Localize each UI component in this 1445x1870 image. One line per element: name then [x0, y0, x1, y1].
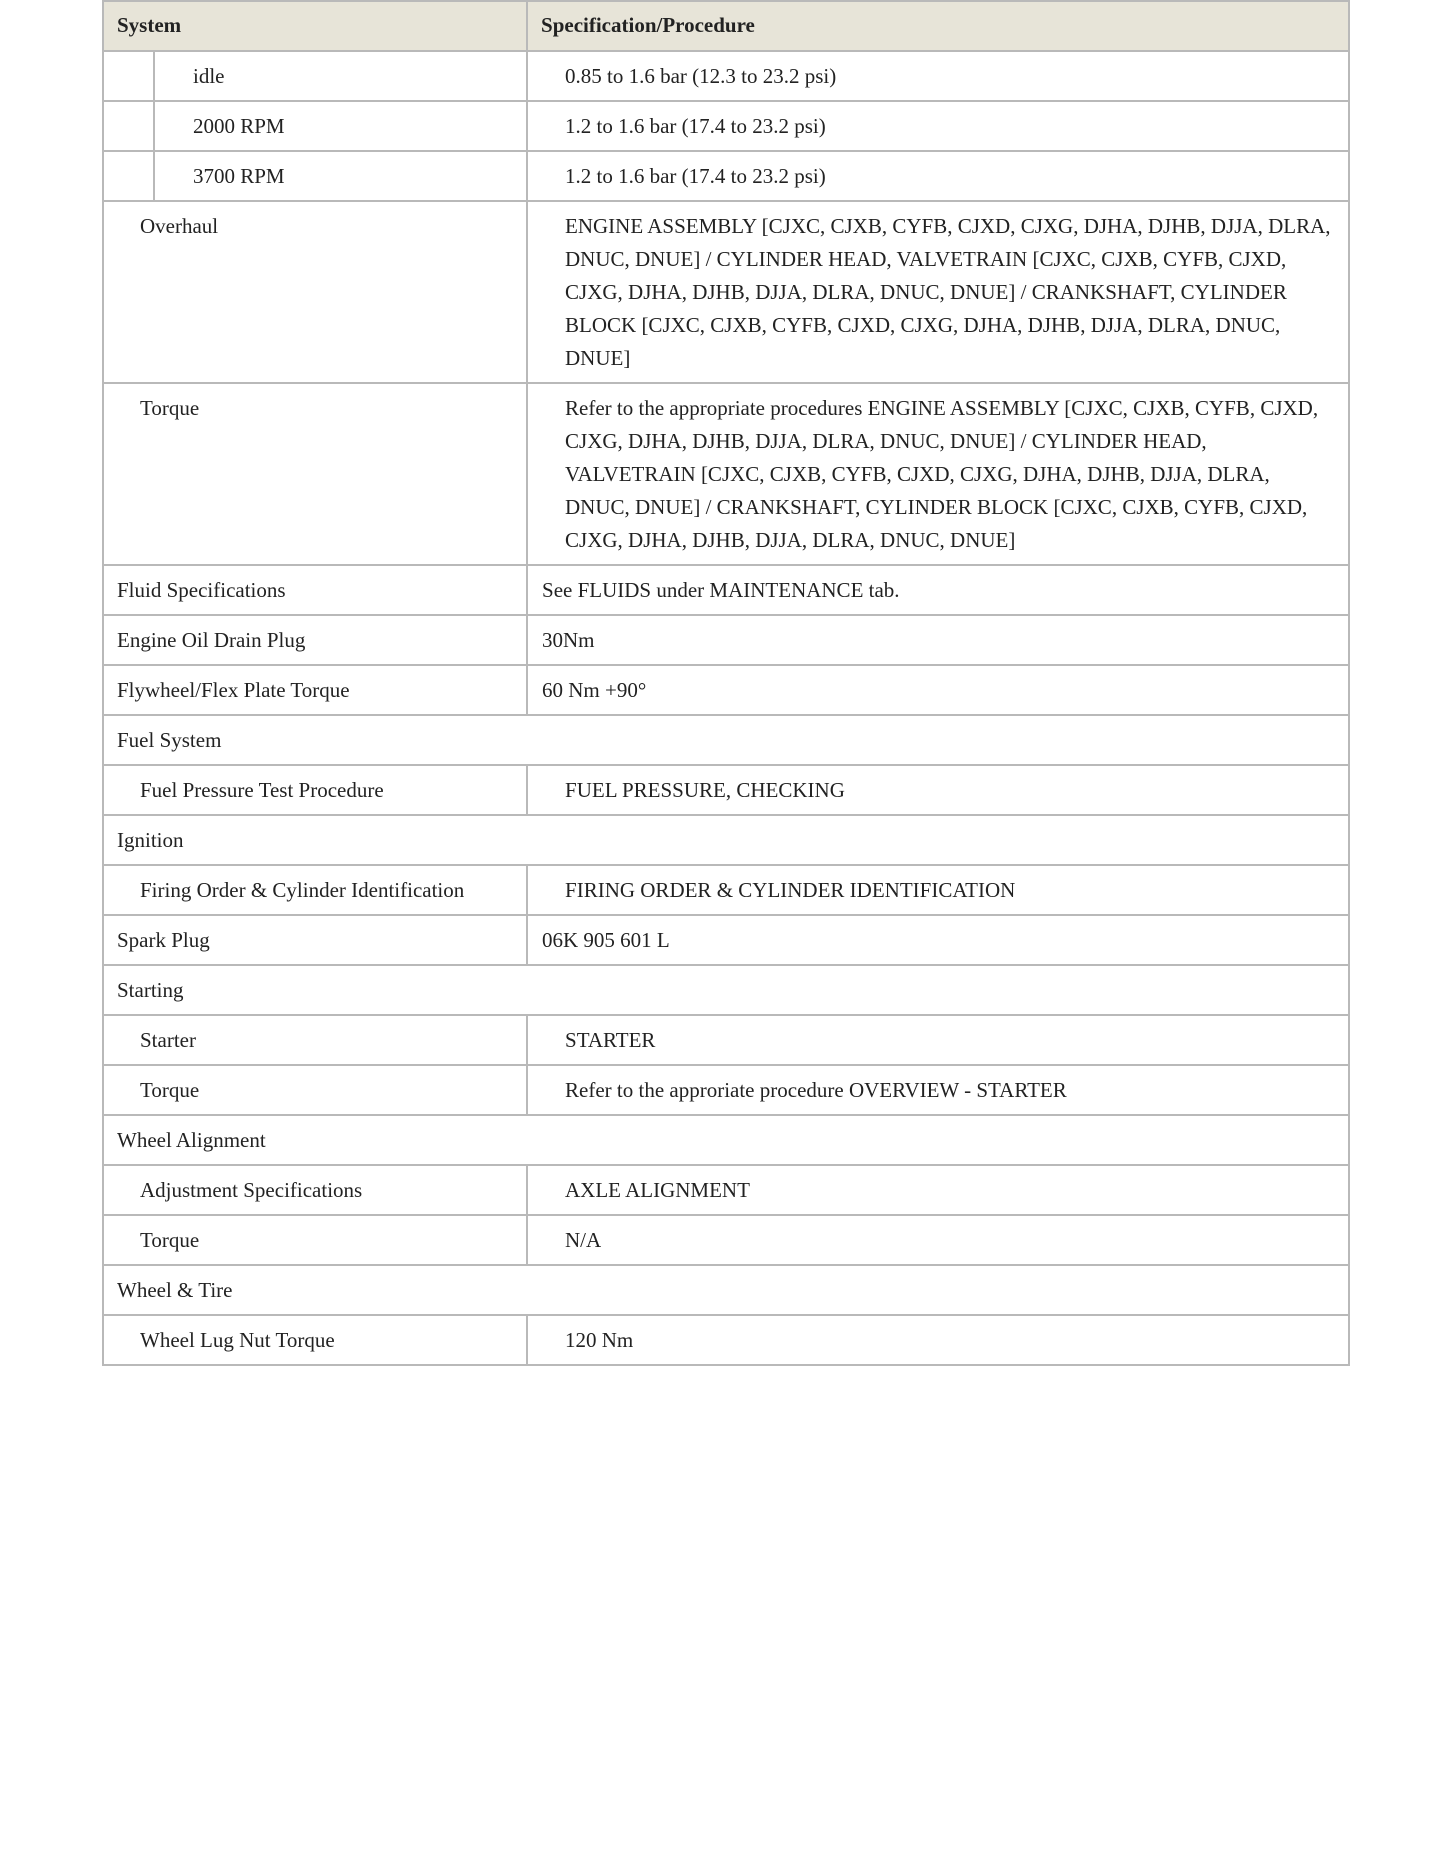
row-value-firing-order: FIRING ORDER & CYLINDER IDENTIFICATION — [527, 865, 1349, 915]
row-value-alignment-torque: N/A — [527, 1215, 1349, 1265]
table-row-spark-plug — [103, 915, 1349, 965]
row-label-idle: idle — [154, 51, 527, 101]
header-system: System — [103, 1, 527, 51]
table-row-3700-rpm — [103, 151, 1349, 201]
table-row-oil-drain-plug — [103, 615, 1349, 665]
table-row-alignment-torque — [103, 1215, 1349, 1265]
table-row-engine-torque — [103, 383, 1349, 565]
row-label-firing-order: Firing Order & Cylinder Identification — [103, 865, 527, 915]
section-row-starting — [103, 965, 1349, 1015]
row-label-starter-torque: Torque — [103, 1065, 527, 1115]
row-label-fuel-pressure-test: Fuel Pressure Test Procedure — [103, 765, 527, 815]
row-label-adjustment-specifications: Adjustment Specifications — [103, 1165, 527, 1215]
row-value-overhaul: ENGINE ASSEMBLY [CJXC, CJXB, CYFB, CJXD, CJXG, DJHA, DJHB, DJJA, DLRA, DNUC, DNUE] / CYLINDER HEAD, VALVETRAIN [CJXC, CJXB, CYFB, CJXD, CJXG, DJHA, DJHB, DJJA, DLRA, DNUC, DNUE] / CRANKSHAFT, CYLINDER BLOCK [CJXC, CJXB, CYFB, CJXD, CJXG, DJHA, DJHB, DJJA, DLRA, DNUC, DNUE] — [527, 201, 1349, 383]
header-specification: Specification/Procedure — [527, 1, 1349, 51]
table-row-starter — [103, 1015, 1349, 1065]
table-row-fuel-pressure-test — [103, 765, 1349, 815]
row-value-flywheel-torque: 60 Nm +90° — [527, 665, 1349, 715]
row-value-idle: 0.85 to 1.6 bar (12.3 to 23.2 psi) — [527, 51, 1349, 101]
row-value-oil-drain-plug: 30Nm — [527, 615, 1349, 665]
table-row-2000-rpm — [103, 101, 1349, 151]
section-label-fuel-system: Fuel System — [103, 715, 1349, 765]
table-row-adjustment-specifications — [103, 1165, 1349, 1215]
section-label-ignition: Ignition — [103, 815, 1349, 865]
section-label-starting: Starting — [103, 965, 1349, 1015]
row-value-fluid-specifications: See FLUIDS under MAINTENANCE tab. — [527, 565, 1349, 615]
indent-cell — [103, 51, 154, 101]
row-label-alignment-torque: Torque — [103, 1215, 527, 1265]
table-row-firing-order — [103, 865, 1349, 915]
table-row-flywheel-torque — [103, 665, 1349, 715]
row-label-lug-nut-torque: Wheel Lug Nut Torque — [103, 1315, 527, 1365]
row-label-starter: Starter — [103, 1015, 527, 1065]
row-label-3700-rpm: 3700 RPM — [154, 151, 527, 201]
table-row-lug-nut-torque — [103, 1315, 1349, 1365]
section-row-fuel-system — [103, 715, 1349, 765]
row-value-fuel-pressure-test: FUEL PRESSURE, CHECKING — [527, 765, 1349, 815]
indent-cell — [103, 101, 154, 151]
row-value-2000-rpm: 1.2 to 1.6 bar (17.4 to 23.2 psi) — [527, 101, 1349, 151]
row-value-starter: STARTER — [527, 1015, 1349, 1065]
table-row-overhaul — [103, 201, 1349, 383]
table-row-starter-torque — [103, 1065, 1349, 1115]
row-value-spark-plug: 06K 905 601 L — [527, 915, 1349, 965]
row-label-flywheel-torque: Flywheel/Flex Plate Torque — [103, 665, 527, 715]
table-header-row — [103, 1, 1349, 51]
row-label-2000-rpm: 2000 RPM — [154, 101, 527, 151]
section-label-wheel-alignment: Wheel Alignment — [103, 1115, 1349, 1165]
row-value-lug-nut-torque: 120 Nm — [527, 1315, 1349, 1365]
indent-cell — [103, 151, 154, 201]
row-value-engine-torque: Refer to the appropriate procedures ENGINE ASSEMBLY [CJXC, CJXB, CYFB, CJXD, CJXG, DJHA, DJHB, DJJA, DLRA, DNUC, DNUE] / CYLINDER HEAD, VALVETRAIN [CJXC, CJXB, CYFB, CJXD, CJXG, DJHA, DJHB, DJJA, DLRA, DNUC, DNUE] / CRANKSHAFT, CYLINDER BLOCK [CJXC, CJXB, CYFB, CJXD, CJXG, DJHA, DJHB, DJJA, DLRA, DNUC, DNUE] — [527, 383, 1349, 565]
row-label-fluid-specifications: Fluid Specifications — [103, 565, 527, 615]
section-row-ignition — [103, 815, 1349, 865]
table-row-fluid-specifications — [103, 565, 1349, 615]
table-row-idle — [103, 51, 1349, 101]
specification-table — [102, 0, 1350, 1366]
row-value-adjustment-specifications: AXLE ALIGNMENT — [527, 1165, 1349, 1215]
row-label-oil-drain-plug: Engine Oil Drain Plug — [103, 615, 527, 665]
section-row-wheel-alignment — [103, 1115, 1349, 1165]
row-label-engine-torque: Torque — [103, 383, 527, 565]
section-row-wheel-tire — [103, 1265, 1349, 1315]
section-label-wheel-tire: Wheel & Tire — [103, 1265, 1349, 1315]
row-label-spark-plug: Spark Plug — [103, 915, 527, 965]
row-label-overhaul: Overhaul — [103, 201, 527, 383]
row-value-starter-torque: Refer to the approriate procedure OVERVIEW - STARTER — [527, 1065, 1349, 1115]
row-value-3700-rpm: 1.2 to 1.6 bar (17.4 to 23.2 psi) — [527, 151, 1349, 201]
